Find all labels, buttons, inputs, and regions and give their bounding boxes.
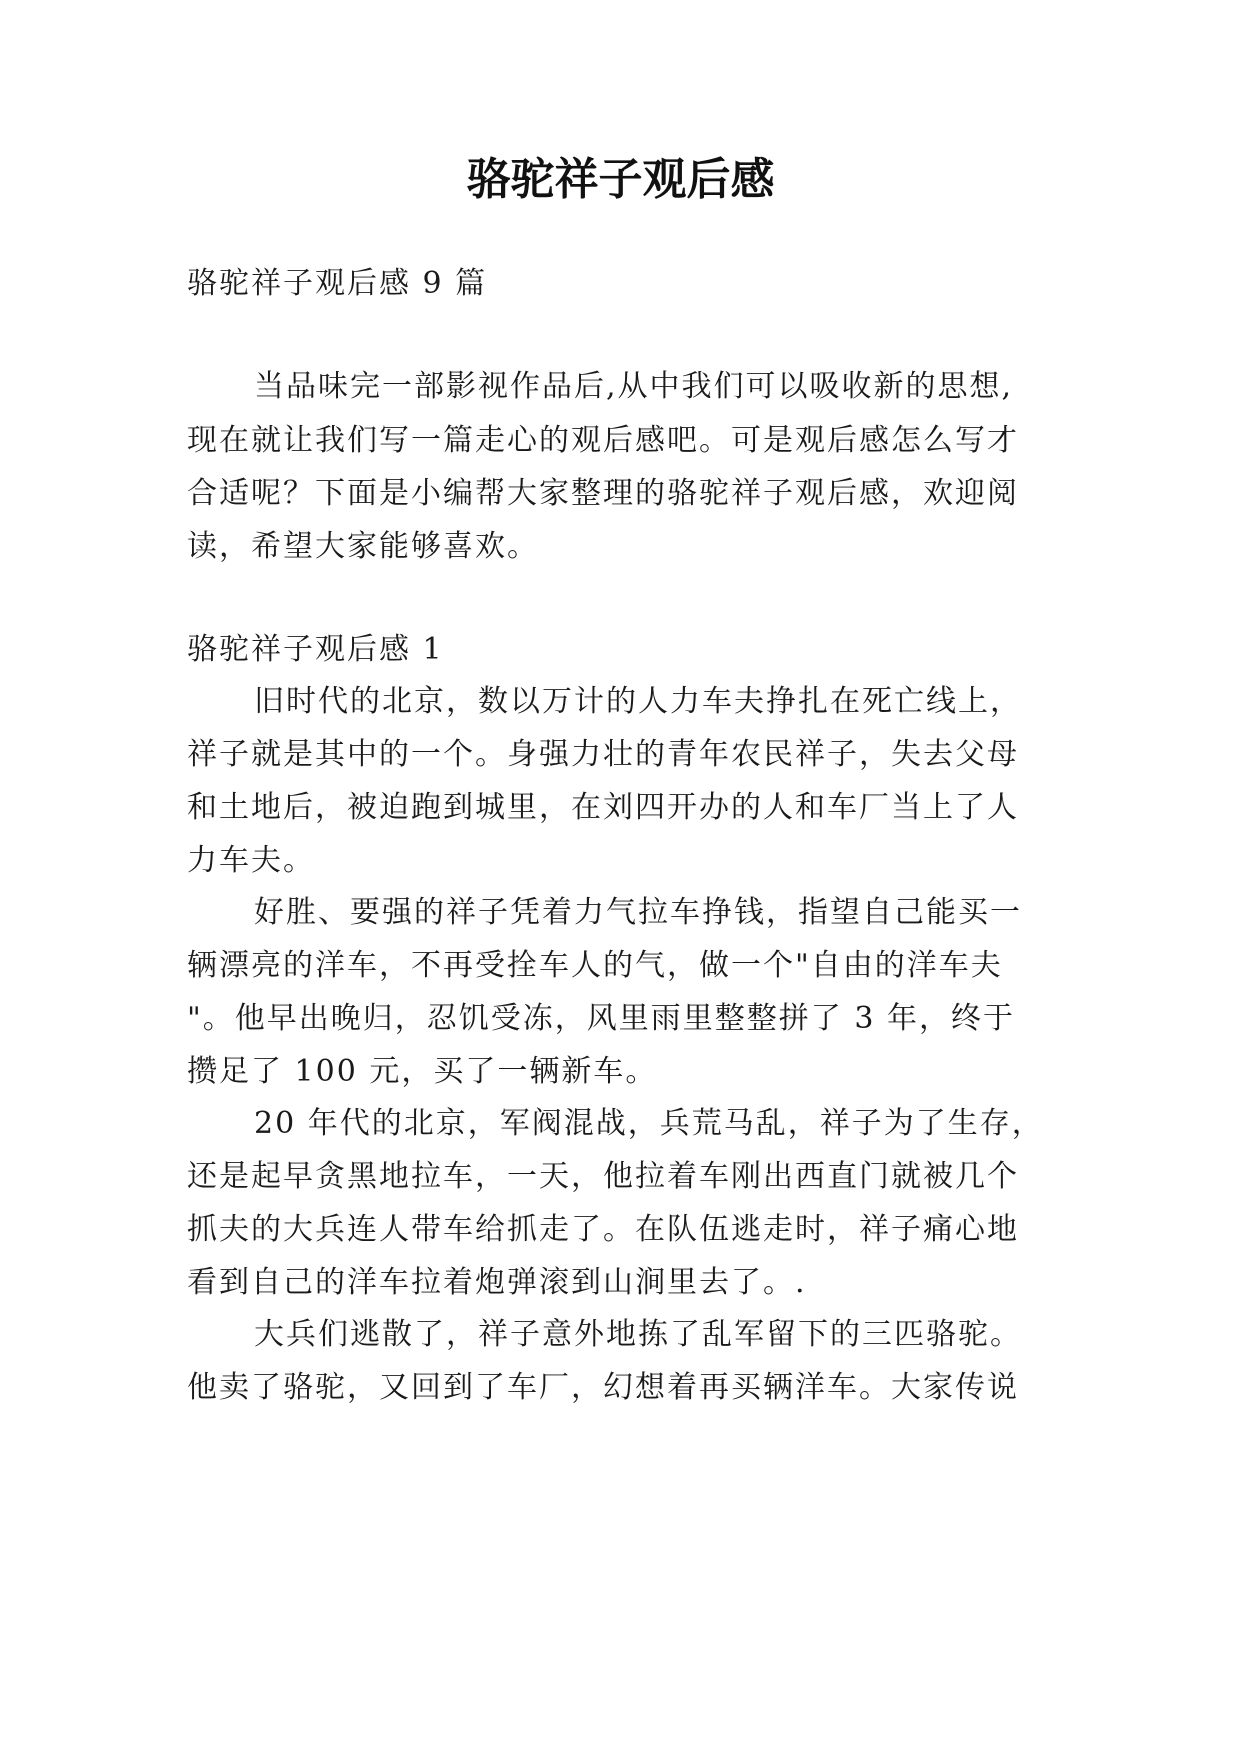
paragraph-line: 他卖了骆驼，又回到了车厂，幻想着再买辆洋车。大家传说 xyxy=(187,1370,1019,1405)
paragraph-line: "。他早出晚归，忍饥受冻，风里雨里整整拼了 3 年，终于 xyxy=(187,1001,1015,1036)
paragraph-line: 抓夫的大兵连人带车给抓走了。在队伍逃走时，祥子痛心地 xyxy=(187,1212,1019,1247)
document-subtitle: 骆驼祥子观后感 9 篇 xyxy=(187,266,488,301)
paragraph-line: 看到自己的洋车拉着炮弹滚到山涧里去了。. xyxy=(187,1265,807,1300)
paragraph-line: 辆漂亮的洋车，不再受拴车人的气，做一个"自由的洋车夫 xyxy=(187,948,1003,983)
paragraph-line: 和土地后，被迫跑到城里，在刘四开办的人和车厂当上了人 xyxy=(187,790,1019,825)
section-heading: 骆驼祥子观后感 1 xyxy=(187,632,444,667)
paragraph-line: 旧时代的北京，数以万计的人力车夫挣扎在死亡线上， xyxy=(254,684,1022,719)
intro-line: 合适呢？下面是小编帮大家整理的骆驼祥子观后感，欢迎阅 xyxy=(187,476,1019,511)
paragraph-line: 好胜、要强的祥子凭着力气拉车挣钱，指望自己能买一 xyxy=(254,895,1022,930)
intro-line: 读，希望大家能够喜欢。 xyxy=(187,529,539,564)
document-title: 骆驼祥子观后感 xyxy=(466,154,775,205)
paragraph-line: 还是起早贪黑地拉车，一天，他拉着车刚出西直门就被几个 xyxy=(187,1159,1019,1194)
paragraph-line: 大兵们逃散了，祥子意外地拣了乱军留下的三匹骆驼。 xyxy=(254,1317,1022,1352)
intro-line: 当品味完一部影视作品后,从中我们可以吸收新的思想, xyxy=(254,369,1014,404)
intro-line: 现在就让我们写一篇走心的观后感吧。可是观后感怎么写才 xyxy=(187,423,1019,458)
paragraph-line: 20 年代的北京，军阀混战，兵荒马乱，祥子为了生存， xyxy=(254,1106,1044,1141)
paragraph-line: 祥子就是其中的一个。身强力壮的青年农民祥子，失去父母 xyxy=(187,737,1019,772)
paragraph-line: 攒足了 100 元，买了一辆新车。 xyxy=(187,1054,658,1089)
paragraph-line: 力车夫。 xyxy=(187,843,315,878)
